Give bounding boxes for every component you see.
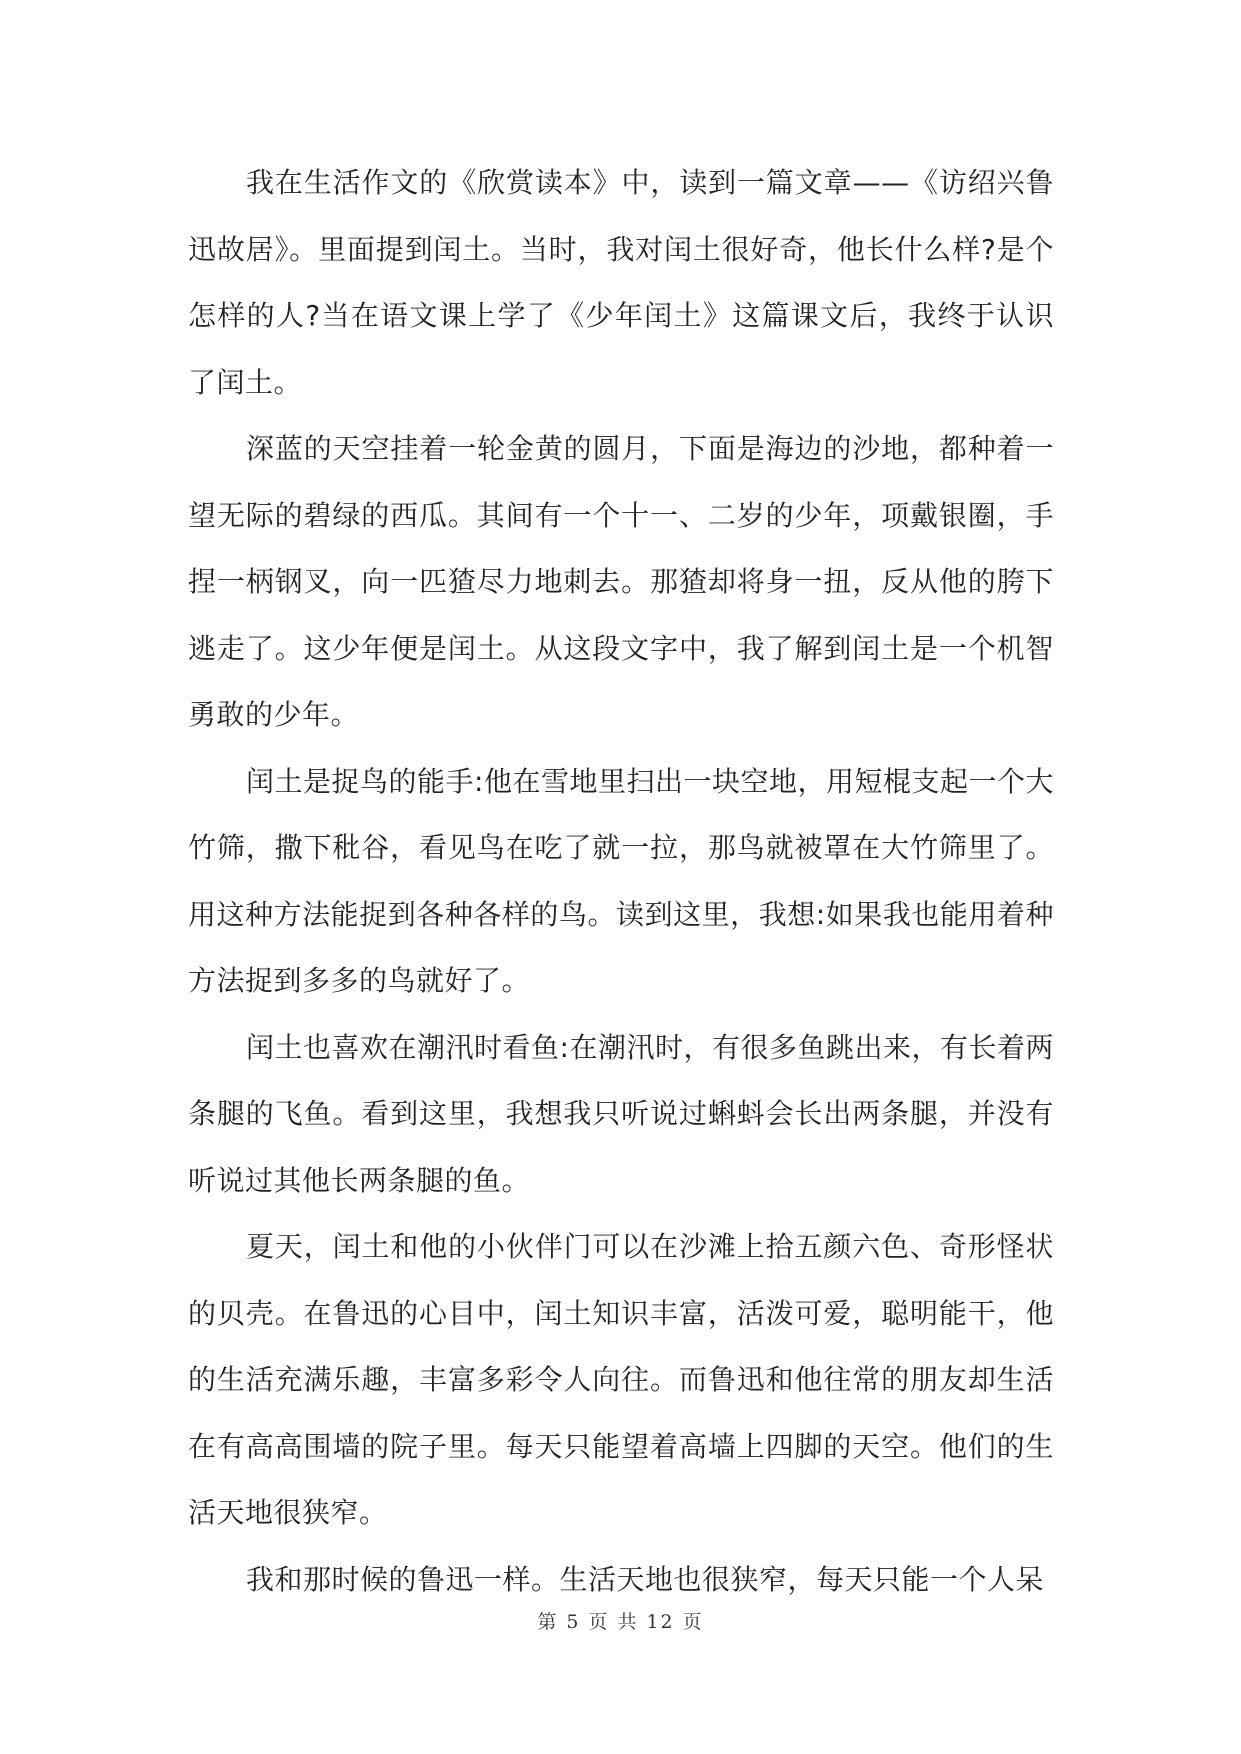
paragraph-6: 我和那时候的鲁迅一样。生活天地也很狭窄，每天只能一个人呆 bbox=[246, 1562, 1045, 1596]
paragraph-5: 夏天，闰土和他的小伙伴门可以在沙滩上拾五颜六色、奇形怪状的贝壳。在鲁迅的心目中，闰土知识丰富，活泼可爱，聪明能干，他的生活充满乐趣，丰富多彩令人向往。而鲁迅和他往常的朋友却生活在有高高围墙的院子里。每天只能望着高墙上四脚的天空。他们的生活天地很狭窄。 bbox=[188, 1230, 1054, 1529]
document-body bbox=[188, 150, 1054, 1613]
paragraph-1: 我在生活作文的《欣赏读本》中，读到一篇文章——《访绍兴鲁迅故居》。里面提到闰土。当时，我对闰土很好奇，他长什么样?是个怎样的人?当在语文课上学了《少年闰土》这篇课文后，我终于认识了闰土。 bbox=[188, 166, 1054, 399]
footer-middle: 页 共 bbox=[588, 1611, 639, 1633]
page-footer bbox=[0, 1607, 1241, 1634]
paragraph-4: 闰土也喜欢在潮汛时看鱼:在潮汛时，有很多鱼跳出来，有长着两条腿的飞鱼。看到这里，我想我只听说过蝌蚪会长出两条腿，并没有听说过其他长两条腿的鱼。 bbox=[188, 1030, 1054, 1197]
footer-current-page: 5 bbox=[566, 1611, 581, 1633]
footer-suffix: 页 bbox=[682, 1611, 704, 1633]
footer-total-pages: 12 bbox=[646, 1611, 675, 1633]
paragraph-3: 闰土是捉鸟的能手:他在雪地里扫出一块空地，用短棍支起一个大竹筛，撒下秕谷，看见鸟在吃了就一拉，那鸟就被罩在大竹筛里了。用这种方法能捉到各种各样的鸟。读到这里，我想:如果我也能用着种方法捉到多多的鸟就好了。 bbox=[188, 764, 1054, 997]
footer-prefix: 第 bbox=[537, 1611, 559, 1633]
paragraph-2: 深蓝的天空挂着一轮金黄的圆月，下面是海边的沙地，都种着一望无际的碧绿的西瓜。其间有一个十一、二岁的少年，项戴银圈，手捏一柄钢叉，向一匹猹尽力地刺去。那猹却将身一扭，反从他的胯下逃走了。这少年便是闰土。从这段文字中，我了解到闰土是一个机智勇敢的少年。 bbox=[188, 432, 1054, 731]
